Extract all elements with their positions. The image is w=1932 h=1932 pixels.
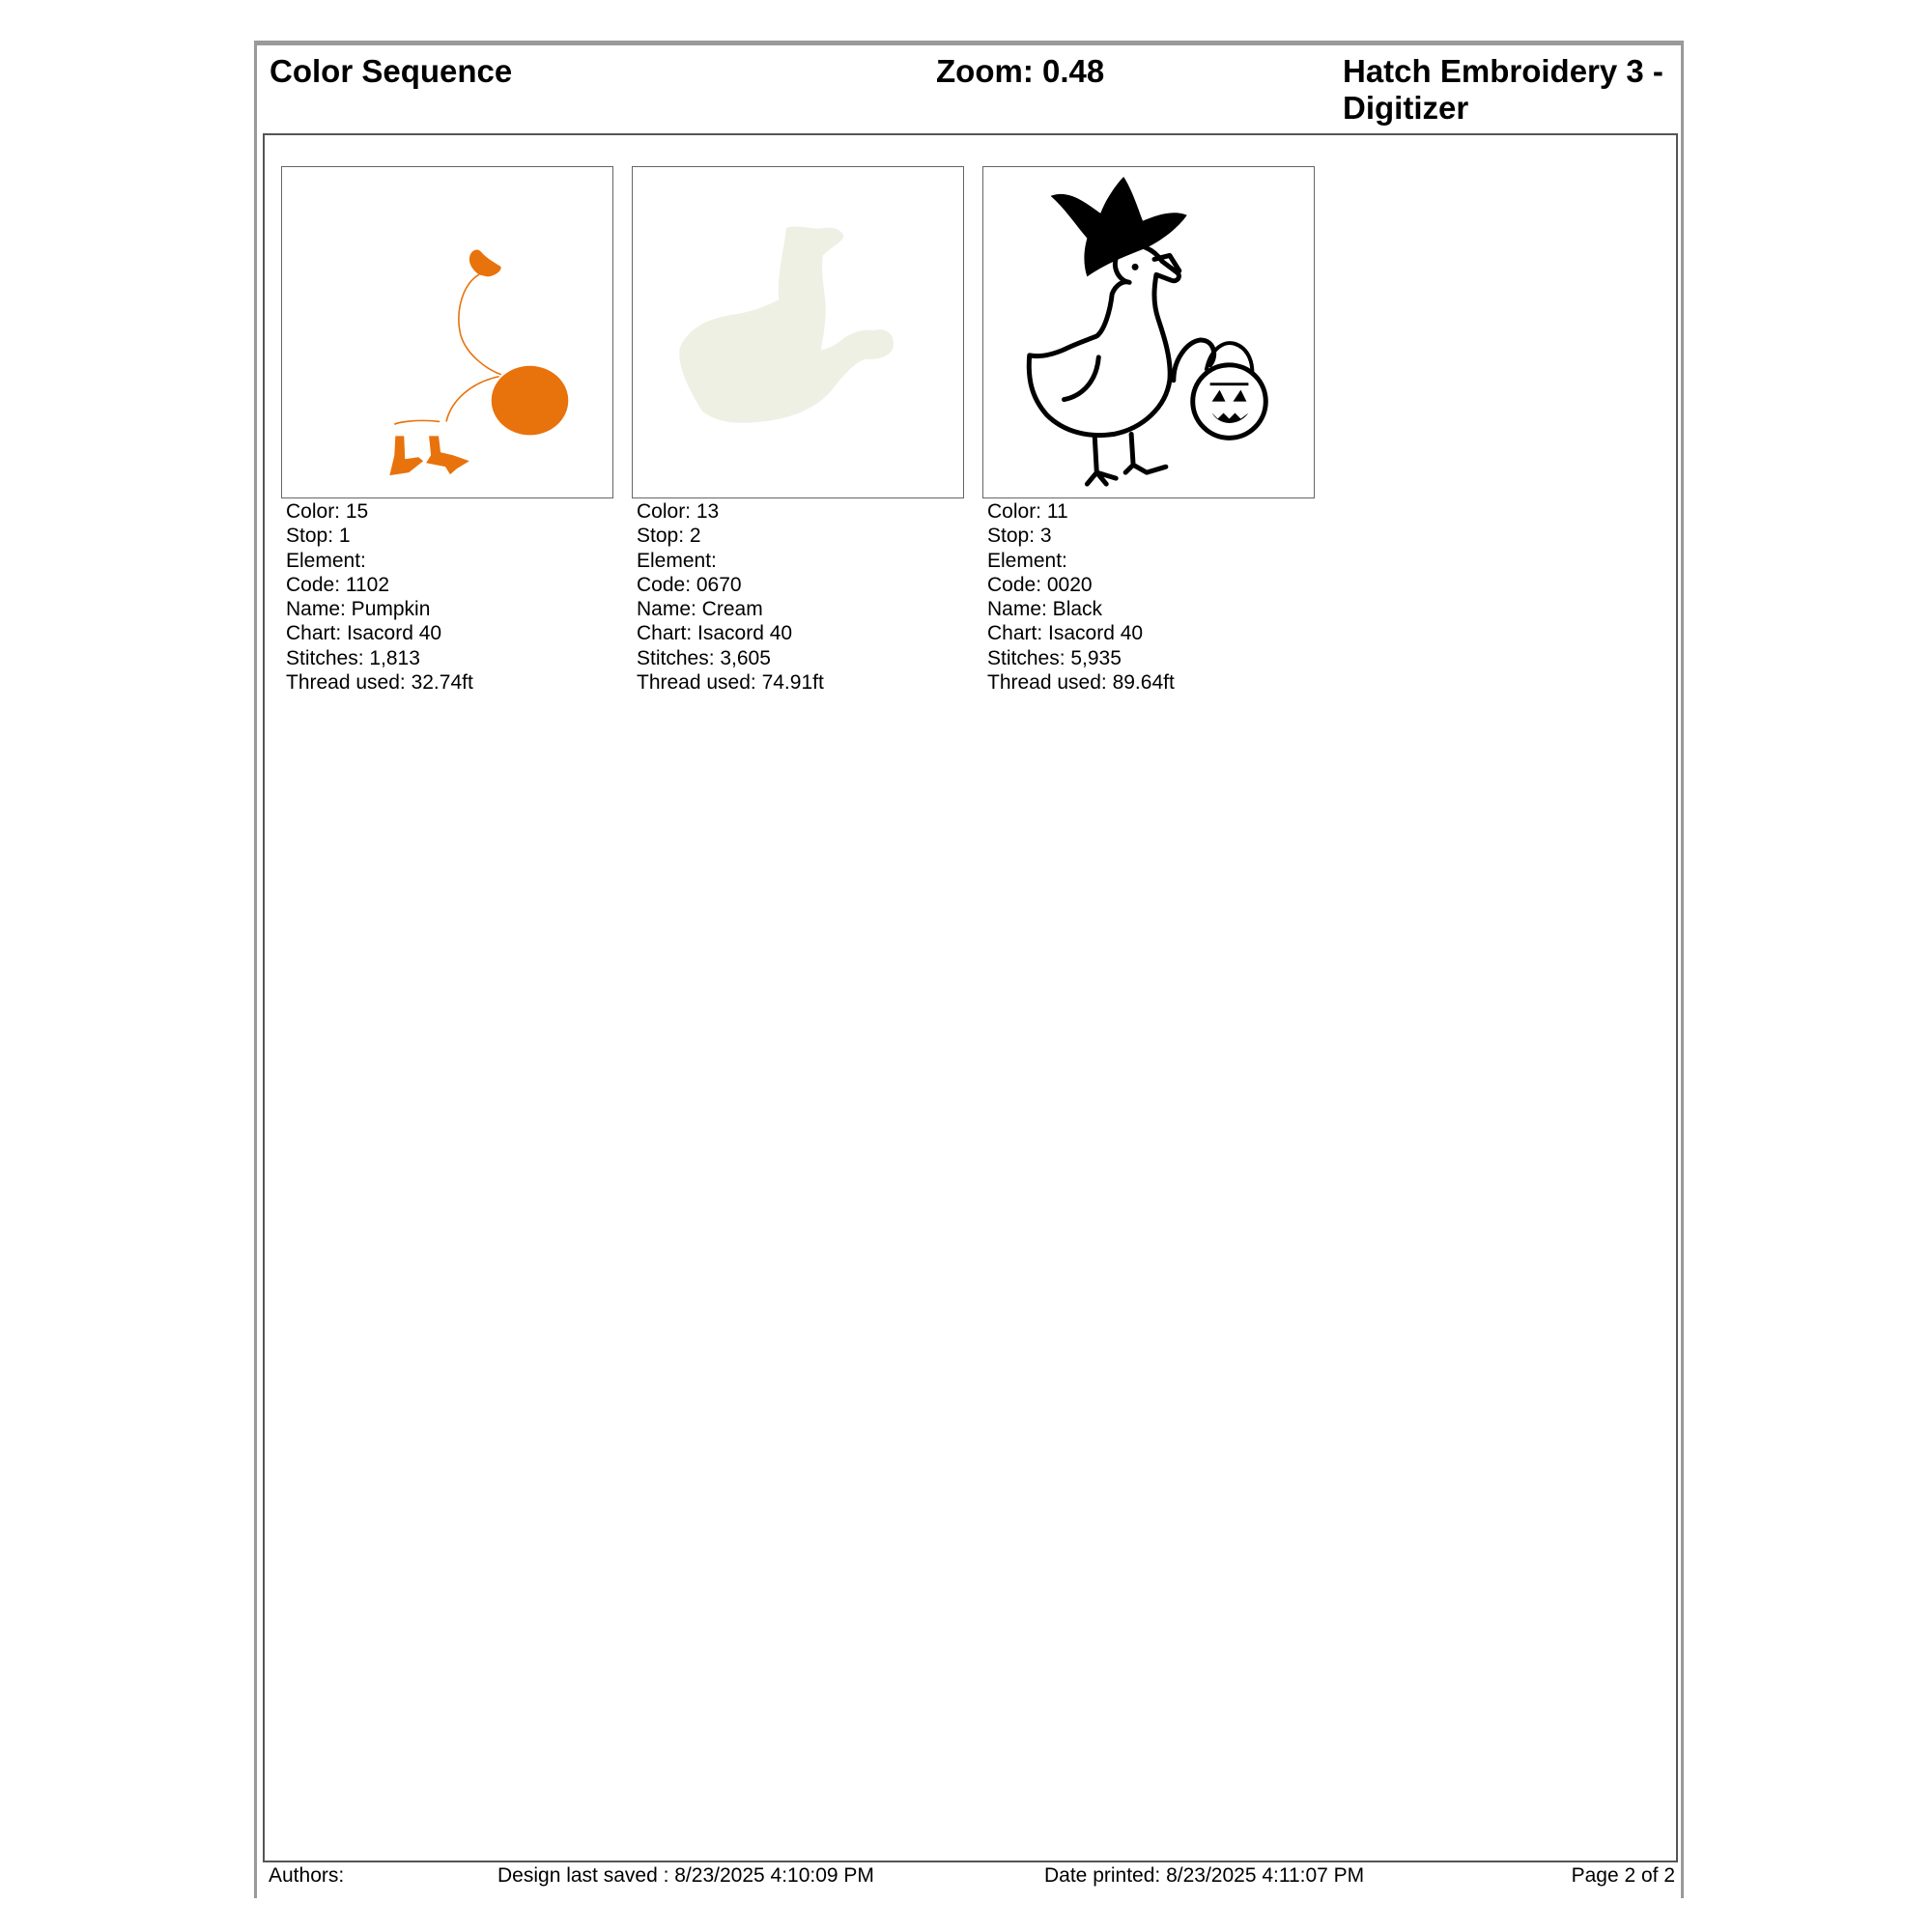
stitch-count: Stitches: 3,605 xyxy=(637,646,771,669)
color-stop-thumbnail-cream xyxy=(632,166,964,498)
thread-used: Thread used: 74.91ft xyxy=(637,671,824,695)
application-name-line1: Hatch Embroidery 3 - xyxy=(1343,53,1663,89)
element-label: Element: xyxy=(286,549,366,572)
thread-name: Name: Cream xyxy=(637,598,763,621)
footer-date-printed: Date printed: 8/23/2025 4:11:07 PM xyxy=(1044,1864,1365,1887)
color-stop-details xyxy=(281,499,613,695)
application-name-line2: Digitizer xyxy=(1343,90,1469,126)
color-stop-details xyxy=(982,499,1315,695)
stop-number: Stop: 1 xyxy=(286,525,351,548)
color-stop-details xyxy=(632,499,964,695)
witch-goose-outline-preview xyxy=(983,167,1314,497)
color-stop-thumbnail-pumpkin xyxy=(281,166,613,498)
thread-code: Code: 0670 xyxy=(637,573,742,596)
color-number: Color: 13 xyxy=(637,500,720,523)
color-number: Color: 11 xyxy=(987,500,1068,523)
color-stop-card-3 xyxy=(982,166,1315,695)
stitch-count: Stitches: 5,935 xyxy=(987,646,1122,669)
thread-chart: Chart: Isacord 40 xyxy=(637,622,793,645)
footer-page-number: Page 2 of 2 xyxy=(1571,1864,1675,1887)
thread-chart: Chart: Isacord 40 xyxy=(286,622,442,645)
thread-chart: Chart: Isacord 40 xyxy=(987,622,1144,645)
footer-design-last-saved: Design last saved : 8/23/2025 4:10:09 PM xyxy=(497,1864,874,1887)
thread-name: Name: Pumpkin xyxy=(286,598,431,621)
pumpkin-stitch-preview xyxy=(282,167,612,497)
thread-code: Code: 1102 xyxy=(286,573,390,596)
report-title: Color Sequence xyxy=(270,53,513,89)
stop-number: Stop: 3 xyxy=(987,525,1052,548)
thread-name: Name: Black xyxy=(987,598,1103,621)
zoom-level: Zoom: 0.48 xyxy=(936,53,1105,89)
color-stop-thumbnail-black xyxy=(982,166,1315,498)
footer-authors: Authors: xyxy=(269,1864,345,1887)
application-name xyxy=(1343,53,1671,127)
thread-code: Code: 0020 xyxy=(987,573,1093,596)
thread-used: Thread used: 32.74ft xyxy=(286,671,473,695)
stitch-count: Stitches: 1,813 xyxy=(286,646,420,669)
element-label: Element: xyxy=(637,549,717,572)
color-number: Color: 15 xyxy=(286,500,369,523)
stop-number: Stop: 2 xyxy=(637,525,701,548)
color-stop-card-1 xyxy=(281,166,613,695)
cream-stitch-preview xyxy=(633,167,963,497)
color-stop-card-2 xyxy=(632,166,964,695)
element-label: Element: xyxy=(987,549,1067,572)
thread-used: Thread used: 89.64ft xyxy=(987,671,1175,695)
